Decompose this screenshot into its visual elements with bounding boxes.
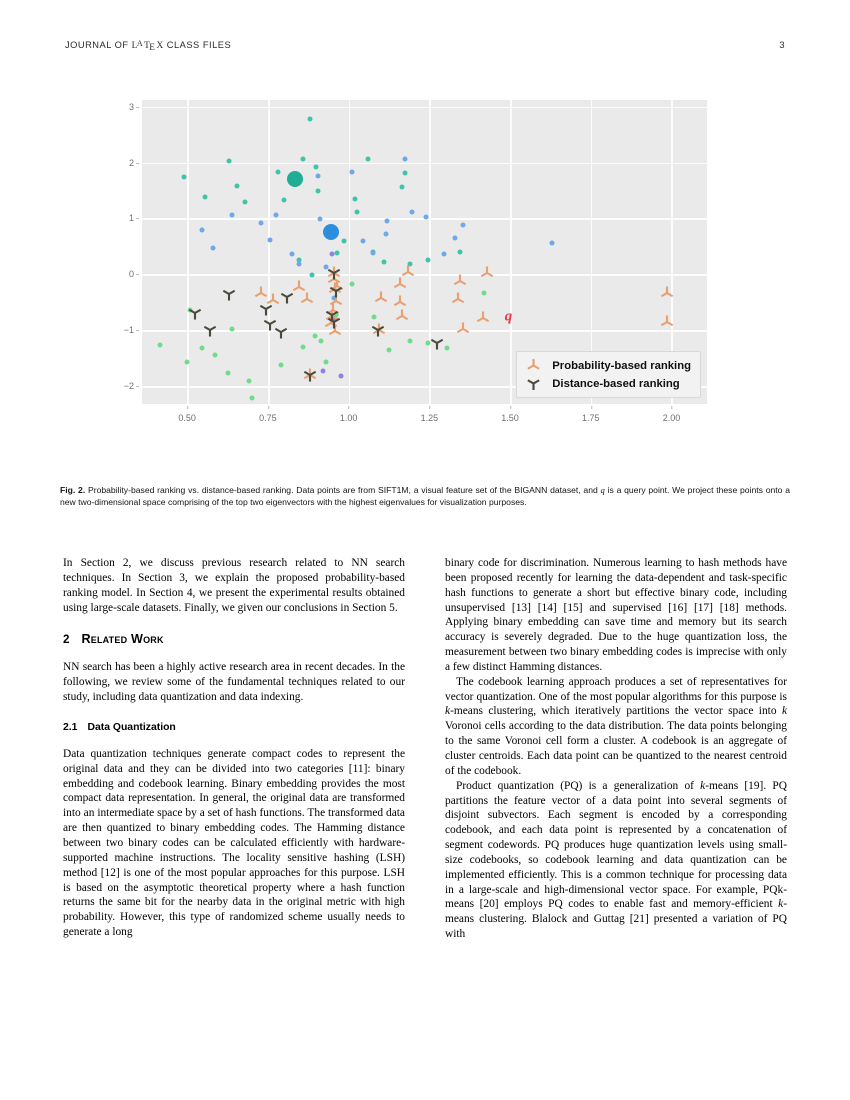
gridline-horizontal (142, 274, 707, 276)
scatter-point (366, 157, 371, 162)
page-number: 3 (779, 40, 785, 50)
left-column (63, 556, 405, 1066)
x-axis-tick-label: 1.50 (501, 413, 519, 423)
y-axis-tick-label: 0 (128, 269, 134, 280)
legend-label: Probability-based ranking (552, 359, 691, 372)
x-axis-tick-label: 0.75 (259, 413, 277, 423)
scatter-point (323, 224, 339, 240)
plot-panel (142, 100, 707, 404)
gridline-horizontal (142, 330, 707, 332)
distance-ranking-marker (281, 290, 294, 303)
scatter-point (315, 174, 320, 179)
legend-item (523, 375, 691, 392)
distance-ranking-marker (371, 324, 384, 337)
scatter-point (249, 395, 254, 400)
caption-number: Fig. 2. (60, 485, 86, 495)
probability-ranking-marker (402, 265, 415, 278)
scatter-point (409, 210, 414, 215)
journal-title: JOURNAL OF LATEX CLASS FILES (65, 38, 232, 53)
scatter-point (383, 231, 388, 236)
scatter-point (230, 212, 235, 217)
scatter-point (227, 159, 232, 164)
probability-ranking-marker (300, 292, 313, 305)
scatter-point (312, 333, 317, 338)
scatter-point (385, 218, 390, 223)
scatter-point (185, 360, 190, 365)
scatter-point (275, 170, 280, 175)
right-column (445, 556, 787, 1066)
scatter-point (338, 374, 343, 379)
scatter-point (259, 220, 264, 225)
scatter-point (278, 362, 283, 367)
distance-ranking-marker (203, 324, 216, 337)
scatter-point (230, 327, 235, 332)
section-title: Related Work (81, 632, 164, 647)
scatter-point (211, 246, 216, 251)
scatter-point (425, 258, 430, 263)
scatter-plot (60, 92, 790, 432)
paragraph-codebook-learning: The codebook learning approach produces a set of representatives for vector quantization. One of the most popular algorithms for this purpose is k-means clustering, which iteratively partitions the vector space into k Voronoi cells according to the data distribution. The data points belonging to the same Voronoi cell form a cluster. A codebook is an aggregate of cluster centroids. Each data point can be quantized to the nearest centroid of the codebook. (445, 675, 787, 777)
y-axis (60, 92, 142, 404)
legend-item (523, 357, 691, 374)
y-axis-tick-label: −1 (123, 325, 134, 336)
scatter-point (202, 194, 207, 199)
scatter-point (287, 171, 303, 187)
scatter-point (314, 165, 319, 170)
distance-ranking-marker (303, 368, 316, 381)
scatter-point (301, 345, 306, 350)
paragraph-data-quantization: Data quantization techniques generate compact codes to represent the original data and they can be divided into two categories [11]: binary embedding and codebook learning. Binary embedding provides the most compact data representation. In general, the original data are transformed into an intermediate space by a set of hash functions. The transformed data are then quantized to binary embedding codes. The Hamming distance between two binary codes can be calculated efficiently with hardware-supported machine instructions. The locality sensitive hashing (LSH) method [12] is one of the most popular approaches for this purpose. LSH is based on the asymptotic theoretical property where a hash function returns the same bit for the nearby data in the original metric with high probability. However, this type of randomized scheme usually needs to generate a long (63, 747, 405, 939)
scatter-point (482, 291, 487, 296)
caption-text-b: is a query point. We project these points onto a new two-dimensional space comprising of the top two eigenvectors with the highest eigenvalues for visualization purposes. (60, 485, 790, 508)
distance-ranking-marker (328, 316, 341, 329)
distance-ranking-marker (274, 326, 287, 339)
scatter-point (407, 339, 412, 344)
scatter-point (349, 282, 354, 287)
x-axis-tick-label: 1.75 (582, 413, 600, 423)
subsection-number: 2.1 (63, 721, 78, 733)
paragraph-related-work: NN search has been a highly active research area in recent decades. In the following, we review some of the fundamental techniques related to our study, including data quantization and data indexing. (63, 661, 405, 704)
scatter-point (315, 188, 320, 193)
scatter-point (349, 169, 354, 174)
probability-ranking-marker (660, 315, 673, 328)
distance-ranking-marker (189, 307, 202, 320)
probability-ranking-marker (454, 275, 467, 288)
distance-ranking-marker (328, 267, 341, 280)
scatter-point (199, 345, 204, 350)
distance-ranking-marker (329, 285, 342, 298)
x-axis-tick-label: 0.50 (178, 413, 196, 423)
probability-ranking-marker (394, 296, 407, 309)
probability-ranking-marker (457, 323, 470, 336)
scatter-point (370, 250, 375, 255)
subsection-heading-2-1 (63, 722, 405, 733)
scatter-point (458, 250, 463, 255)
scatter-point (290, 251, 295, 256)
caption-q-symbol: q (600, 485, 605, 495)
y-axis-tick-label: 3 (128, 101, 134, 112)
scatter-point (453, 236, 458, 241)
scatter-point (199, 227, 204, 232)
scatter-point (309, 273, 314, 278)
tri-down-icon (523, 357, 543, 374)
scatter-point (335, 251, 340, 256)
caption-text-a: Probability-based ranking vs. distance-based ranking. Data points are from SIFT1M, a visual feature set of the BIGANN dataset, and (85, 485, 601, 495)
subsection-title: Data Quantization (87, 721, 176, 733)
scatter-point (301, 156, 306, 161)
y-axis-tick-label: −2 (123, 381, 134, 392)
scatter-point (273, 213, 278, 218)
distance-ranking-marker (223, 287, 236, 300)
gridline-vertical (349, 100, 351, 404)
scatter-point (399, 184, 404, 189)
scatter-point (225, 371, 230, 376)
scatter-point (425, 340, 430, 345)
scatter-point (372, 315, 377, 320)
probability-ranking-marker (476, 311, 489, 324)
scatter-point (246, 378, 251, 383)
scatter-point (320, 369, 325, 374)
scatter-point (361, 238, 366, 243)
gridline-vertical (510, 100, 512, 404)
probability-ranking-marker (374, 291, 387, 304)
scatter-point (341, 238, 346, 243)
scatter-point (307, 117, 312, 122)
scatter-point (441, 252, 446, 257)
tri-up-icon (523, 375, 543, 392)
scatter-point (282, 198, 287, 203)
scatter-point (550, 241, 555, 246)
scatter-point (243, 200, 248, 205)
y-axis-tick-label: 2 (128, 157, 134, 168)
gridline-vertical (187, 100, 189, 404)
section-number: 2 (63, 633, 70, 647)
section-heading-2 (63, 632, 405, 646)
gridline-vertical (429, 100, 431, 404)
scatter-point (324, 359, 329, 364)
scatter-point (212, 352, 217, 357)
scatter-point (157, 342, 162, 347)
paragraph-intro: In Section 2, we discuss previous research related to NN search techniques. In Section 3, we explain the proposed probability-based ranking model. In Section 4, we present the experimental results obtained using large-scale datasets. Finally, we given our conclusions in Section 5. (63, 557, 405, 614)
scatter-point (181, 175, 186, 180)
x-axis-tick-label: 1.00 (339, 413, 358, 423)
x-axis (142, 404, 707, 430)
scatter-point (235, 183, 240, 188)
probability-ranking-marker (395, 310, 408, 323)
query-point-label: q (504, 308, 513, 325)
scatter-point (296, 262, 301, 267)
paragraph-binary-code: binary code for discrimination. Numerous learning to hash methods have been proposed recently for learning the data-dependent and task-specific hash functions to generate a short but effective binary code, including unsupervised [13] [14] [15] and supervised [16] [17] [18] methods. Applying binary embedding can save time and memory but its search accuracy is severely degraded. Due to the huge quantization loss, the measurement between two binary embedding codes is imprecise with only a few distinct Hamming distances. (445, 557, 787, 673)
paragraph-product-quantization: Product quantization (PQ) is a generalization of k-means [19]. PQ partitions the feature vector of a data point into several segments of disjoint subvectors. Each segment is encoded by a corresponding codebook, and each data point is represented by a concatenation of segment codewords. PQ produces huge quantization levels using small-size codebooks, so codebook learning and data quantization can be implemented efficiently. This is a common technique for processing data in a large-scale and high-dimensional vector space. For example, PQk-means [20] employs PQ codes to enable fast and memory-efficient k-means clustering. Blalock and Guttag [21] presented a variation of PQ with (445, 779, 787, 941)
chart-legend[interactable] (516, 351, 701, 398)
scatter-point (461, 223, 466, 228)
scatter-point (267, 238, 272, 243)
scatter-point (353, 197, 358, 202)
scatter-point (382, 260, 387, 265)
scatter-point (424, 215, 429, 220)
figure-2 (60, 92, 790, 432)
scatter-point (386, 348, 391, 353)
scatter-point (403, 171, 408, 176)
x-axis-tick-label: 2.00 (662, 413, 681, 423)
scatter-point (445, 345, 450, 350)
scatter-point (319, 338, 324, 343)
probability-ranking-marker (660, 286, 673, 299)
body-columns (63, 556, 787, 1066)
figure-caption (60, 484, 790, 509)
probability-ranking-marker (452, 292, 465, 305)
running-head (65, 40, 785, 51)
scatter-point (354, 210, 359, 215)
latex-logo: LATEX (131, 38, 164, 53)
gridline-horizontal (142, 107, 707, 109)
scatter-point (403, 157, 408, 162)
scatter-point (317, 217, 322, 222)
distance-ranking-marker (260, 303, 273, 316)
y-axis-tick-label: 1 (128, 213, 134, 224)
probability-ranking-marker (394, 278, 407, 291)
gridline-vertical (268, 100, 270, 404)
scatter-point (330, 251, 335, 256)
x-axis-tick-label: 1.25 (420, 413, 439, 423)
legend-label: Distance-based ranking (552, 377, 680, 390)
distance-ranking-marker (431, 337, 444, 350)
probability-ranking-marker (481, 267, 494, 280)
